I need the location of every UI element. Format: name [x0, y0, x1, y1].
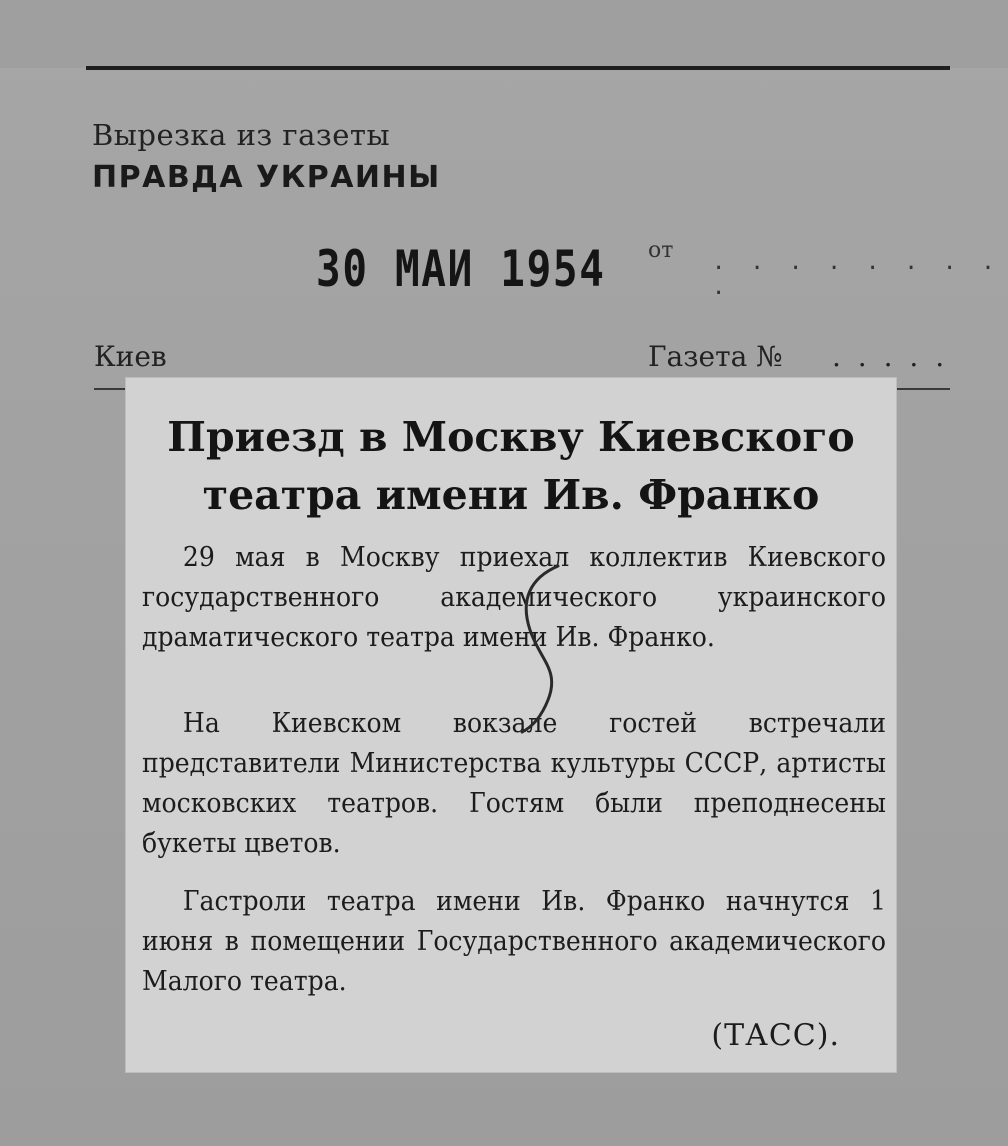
article-headline	[126, 408, 896, 524]
article-source: (ТАСС).	[711, 1018, 840, 1053]
article-paragraph-1: 29 мая в Москву приехал коллектив Киевского государственного академического украинского драматического театра имени Ив. Франко.	[142, 542, 887, 653]
article-paragraph-3: Гастроли театра имени Ив. Франко начнутся 1 июня в помещении Государственного академического Малого театра.	[142, 886, 887, 997]
card-top-strip	[0, 0, 1008, 68]
gazeta-number-dots: . . . . .	[832, 340, 949, 373]
newspaper-name: ПРАВДА УКРАИНЫ	[92, 160, 441, 195]
clip-label: Вырезка из газеты	[92, 118, 391, 152]
headline-line-2: театра имени Ив. Франко	[202, 471, 820, 519]
gazeta-number-label: Газета №	[648, 340, 783, 373]
article-paragraph-2: На Киевском вокзале гостей встречали представители Министерства культуры СССР, артисты московских театров. Гостям были преподнесены букеты цветов.	[142, 708, 887, 859]
pencil-mark-icon	[500, 560, 580, 740]
from-label: от	[648, 238, 674, 263]
date-stamp: 30 МАИ 1954	[316, 240, 606, 298]
from-dots: . . . . . . . . .	[712, 250, 1001, 300]
top-rule	[86, 66, 950, 70]
headline-line-1: Приезд в Москву Киевского	[167, 413, 855, 461]
city-label: Киев	[94, 340, 167, 373]
